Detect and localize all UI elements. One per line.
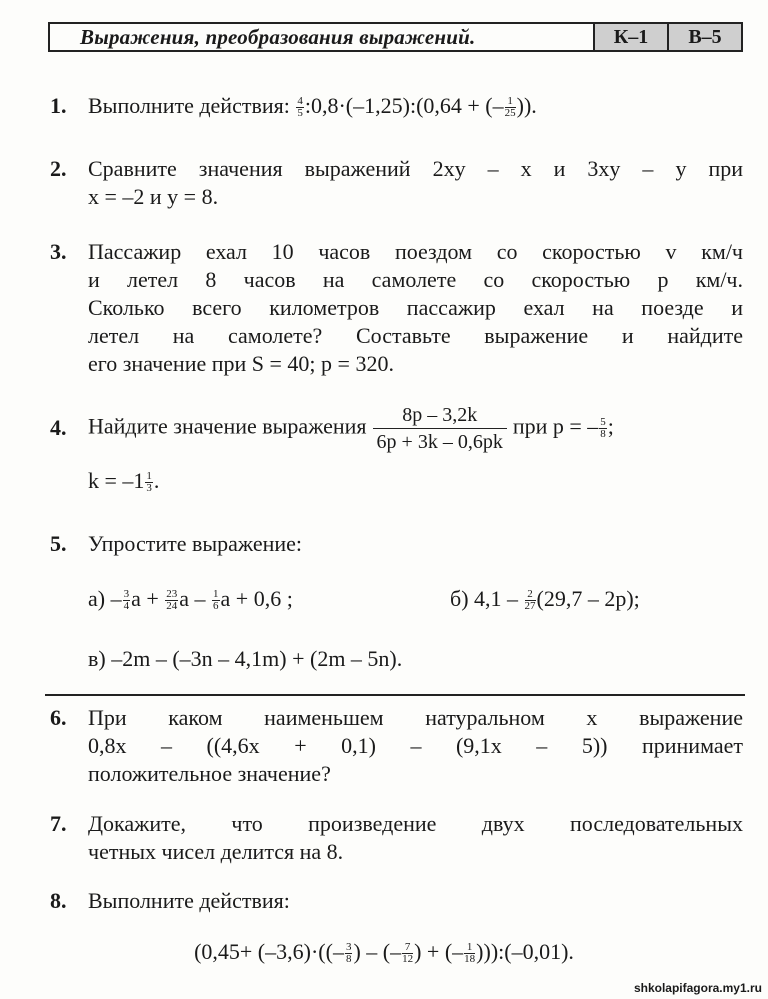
- test-code: К–1: [593, 24, 667, 50]
- problem-text: Найдите значение выражения $\frac{8p - 3,2k}{6p + 3k - 0,6pk}$ при p = – $\frac{5}{8}$ ;: [88, 404, 614, 453]
- variant-code: В–5: [667, 24, 741, 50]
- problem-text: Сколько всего километров пассажир ехал на поезде и: [88, 295, 743, 320]
- problem-text: Упростите выражение:: [88, 531, 303, 556]
- problem-number: 5.: [50, 531, 67, 556]
- problem-number: 8.: [50, 888, 67, 913]
- problem-text: положительное значение?: [88, 761, 331, 786]
- problem-number: 3.: [50, 239, 67, 264]
- item-a: а) – $\frac{3}{4}$ a + $\frac{23}{24}$ a – $\frac{1}{6}$ a + 0,6 ;: [88, 586, 293, 613]
- problem-text: Докажите, что произведение двух последовательных: [88, 811, 743, 836]
- item-b: б) 4,1 – $\frac{2}{27}$ (29,7 – 2p);: [450, 586, 640, 613]
- fraction: $\frac{1}{3}$: [146, 470, 152, 495]
- expression: (0,45+ (–3,6)·((– $\frac{3}{8}$ ) – (– $\frac{7}{12}$ ) + (– $\frac{1}{18}$ ))):(–0,01).: [194, 939, 574, 966]
- problem-text: 0,8x – ((4,6x + 0,1) – (9,1x – 5)) принимает: [88, 733, 743, 758]
- problem-text: и летел 8 часов на самолете со скоростью p км/ч.: [88, 267, 743, 292]
- fraction: $\frac{5}{8}$: [600, 416, 606, 440]
- section-divider: [45, 694, 745, 696]
- problem-text: k = –1 $\frac{1}{3}$ .: [88, 468, 160, 495]
- problem-number: 4.: [50, 415, 67, 440]
- source-watermark: shkolapifagora.my1.ru: [633, 981, 762, 995]
- item-c: в) –2m – (–3n – 4,1m) + (2m – 5n).: [88, 646, 403, 671]
- problem-number: 7.: [50, 811, 67, 836]
- problem-text: x = –2 и y = 8.: [88, 184, 219, 209]
- expression-fraction: $\frac{8p - 3,2k}{6p + 3k - 0,6pk}$: [373, 402, 507, 455]
- problem-text: Выполните действия:: [88, 888, 290, 913]
- fraction: $\frac{1}{25}$: [504, 95, 516, 120]
- problem-text: его значение при S = 40; p = 320.: [88, 351, 394, 376]
- problem-text: Сравните значения выражений 2xy – x и 3xy – y при: [88, 156, 743, 181]
- fraction: $\frac{4}{5}$: [297, 95, 303, 120]
- problem-number: 6.: [50, 705, 67, 730]
- problem-text: Пассажир ехал 10 часов поездом со скоростью v км/ч: [88, 239, 743, 264]
- worksheet-title: Выражения, преобразования выражений.: [80, 24, 476, 49]
- problem-number: 1.: [50, 93, 67, 118]
- worksheet-header: [48, 22, 743, 52]
- problem-text: четных чисел делится на 8.: [88, 839, 344, 864]
- problem-text: Выполните действия: $\frac{4}{5}$ :0,8·(–1,25):(0,64 + (– $\frac{1}{25}$ )).: [88, 93, 537, 120]
- problem-8-expression: [0, 938, 768, 966]
- problem-text: При каком наименьшем натуральном x выражение: [88, 705, 743, 730]
- problem-text: летел на самолете? Составьте выражение и найдите: [88, 323, 743, 348]
- problem-number: 2.: [50, 156, 67, 181]
